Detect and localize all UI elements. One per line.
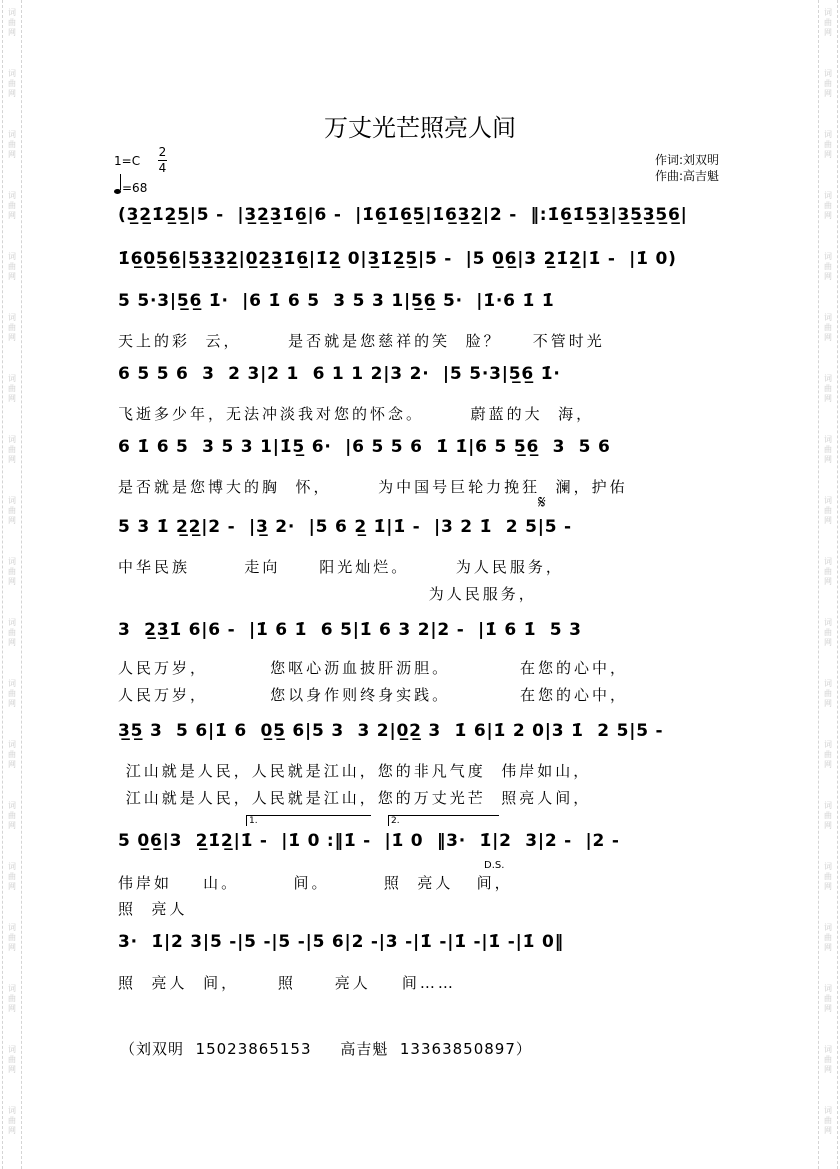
lyrics-line-7b: 人民万岁， 您以身作则终身实践。 在您的心中， xyxy=(118,686,629,704)
notation-line-8: 3̲5̲ 3 5 6|1̇ 6 0̲5̲ 6|5 3 3 2|0̲2̲ 3 1̇ 6|1̇ 2 0|3 1̇ 2 5|5 - xyxy=(118,721,664,741)
lyrics-line-7a: 人民万岁， 您呕心沥血披肝沥胆。 在您的心中， xyxy=(118,659,629,677)
credits xyxy=(655,152,719,184)
watermark-text: 词 曲 网 xyxy=(8,191,16,220)
watermark-text: 词 曲 网 xyxy=(8,130,16,159)
watermark-text: 词 曲 网 xyxy=(824,435,832,464)
watermark-text: 词 曲 网 xyxy=(8,557,16,586)
meter-bottom: 4 xyxy=(158,161,167,175)
watermark-text: 词 曲 网 xyxy=(824,984,832,1013)
watermark-text: 词 曲 网 xyxy=(824,679,832,708)
watermark-text: 词 曲 网 xyxy=(824,740,832,769)
contact-info: （刘双明 15023865153 高吉魁 13363850897） xyxy=(120,1040,532,1058)
lyrics-line-10: 照 亮人 间， 照 亮人 间…… xyxy=(118,974,456,992)
watermark-text: 词 曲 网 xyxy=(8,1045,16,1074)
watermark-text: 词 曲 网 xyxy=(824,1045,832,1074)
tempo-marking xyxy=(114,176,147,195)
lyrics-line-6a: 中华民族 走向 阳光灿烂。 为人民服务， xyxy=(118,558,564,576)
dal-segno-mark: D.S. xyxy=(484,860,505,871)
lyrics-line-5: 是否就是您博大的胸 怀， 为中国号巨轮力挽狂 澜，护佑 xyxy=(118,478,628,496)
watermark-text: 词 曲 网 xyxy=(824,313,832,342)
watermark-text: 词 曲 网 xyxy=(824,191,832,220)
watermark-text: 词 曲 网 xyxy=(8,740,16,769)
volta-1: 1. xyxy=(246,815,371,826)
page-title: 万丈光芒照亮人间 xyxy=(324,114,516,142)
watermark-text: 词 曲 网 xyxy=(824,618,832,647)
notation-line-7: 3 2̲3̲1̇ 6|6 - |1̇ 6 1̇ 6 5|1̇ 6 3 2|2 - |1̇ 6 1̇ 5 3 xyxy=(118,620,582,640)
watermark-text: 词 曲 网 xyxy=(824,130,832,159)
meter-top: 2 xyxy=(158,145,167,159)
watermark-text: 词 曲 网 xyxy=(8,8,16,37)
key-signature: 1=C xyxy=(114,154,141,168)
watermark-text: 词 曲 网 xyxy=(8,435,16,464)
notation-line-5: 6 1̇ 6 5 3 5 3 1|1̇5̲ 6· |6 5 5 6 1̇ 1̇|6 5 5̲6̲ 3 5 6 xyxy=(118,437,611,457)
lyrics-line-4: 飞逝多少年，无法冲淡我对您的怀念。 蔚蓝的大 海， xyxy=(118,405,595,423)
notation-line-10: 3· 1̇|2 3|5 -|5 -|5 -|5 6|2 -|3 -|1̇ -|1̇ -|1̇ -|1̇ 0‖ xyxy=(118,932,564,952)
lyricist-credit: 作词:刘双明 xyxy=(655,153,720,167)
notation-line-1: (3̲2̲1̇2̲5̲|5 - |3̲2̲3̲1̇6̲|6 - |1̇6̲1̇6̲5̲|1̇6̲3̲2̲|2 - ‖:1̇6̲1̇5̲3̲|3̲5̲3̲5̲6̲| xyxy=(118,205,688,225)
watermark-text: 词 曲 网 xyxy=(824,1106,832,1135)
tempo-value: =68 xyxy=(122,181,148,195)
watermark-text: 词 曲 网 xyxy=(824,923,832,952)
watermark-text: 词 曲 网 xyxy=(824,801,832,830)
watermark-text: 词 曲 网 xyxy=(824,69,832,98)
notation-line-2: 1̇6̲0̲5̲6̲|5̲3̲3̲2̲|0̲2̲3̲1̇6̲|1̇2̲ 0|3̲1̇2̲5̲|5 - |5 0̲6̲|3 2̲1̇2̲|1̇ - |1̇ 0) xyxy=(118,249,677,269)
watermark-text: 词 曲 网 xyxy=(8,374,16,403)
time-signature xyxy=(158,146,167,175)
watermark-text: 词 曲 网 xyxy=(8,618,16,647)
lyrics-line-9a: 伟岸如 山。 间。 照 亮人 间， xyxy=(118,874,513,892)
lyrics-line-8a: 江山就是人民，人民就是江山，您的非凡气度 伟岸如山， xyxy=(118,762,592,780)
watermark-text: 词 曲 网 xyxy=(824,862,832,891)
watermark-text: 词 曲 网 xyxy=(824,8,832,37)
lyrics-line-9b: 照 亮人 xyxy=(118,900,188,918)
watermark-text: 词 曲 网 xyxy=(8,984,16,1013)
note-stem-icon xyxy=(120,174,121,190)
lyrics-line-6b: 为人民服务， xyxy=(118,585,537,603)
watermark-text: 词 曲 网 xyxy=(8,679,16,708)
watermark-text: 词 曲 网 xyxy=(8,69,16,98)
notation-line-4: 6 5 5 6 3 2 3|2 1 6 1 1 2|3 2· |5 5·3|5̲6̲ 1̇· xyxy=(118,364,561,384)
notation-line-6: 5 3 1̇ 2̲2̲|2 - |3̲ 2· |5 6 2̲ 1̇|1̇ - |3 2 1̇ 2 5|5 - xyxy=(118,517,572,537)
segno-sign: 𝄋 xyxy=(538,492,546,513)
watermark-text: 词 曲 网 xyxy=(8,252,16,281)
watermark-text: 词 曲 网 xyxy=(8,801,16,830)
volta-2: 2. xyxy=(388,815,499,826)
lyrics-line-3: 天上的彩 云， 是否就是您慈祥的笑 脸？ 不管时光 xyxy=(118,332,605,350)
watermark-text: 词 曲 网 xyxy=(8,923,16,952)
watermark-text: 词 曲 网 xyxy=(824,496,832,525)
notation-line-9: 5 0̲6̲|3 2̲1̇2̲|1̇ - |1̇ 0 :‖1̇ - |1̇ 0 ‖3· 1̇|2 3|2 - |2 - xyxy=(118,831,620,851)
watermark-text: 词 曲 网 xyxy=(8,1106,16,1135)
watermark-text: 词 曲 网 xyxy=(8,313,16,342)
watermark-text: 词 曲 网 xyxy=(824,252,832,281)
composer-credit: 作曲:高吉魁 xyxy=(655,169,720,183)
notation-line-3: 5 5·3|5̲6̲ 1̇· |6 1̇ 6 5 3 5 3 1|5̲6̲ 5· |1̇·6 1̇ 1̇ xyxy=(118,291,555,311)
watermark-text: 词 曲 网 xyxy=(824,374,832,403)
watermark-text: 词 曲 网 xyxy=(824,557,832,586)
lyrics-line-8b: 江山就是人民，人民就是江山，您的万丈光芒 照亮人间， xyxy=(118,789,592,807)
watermark-text: 词 曲 网 xyxy=(8,862,16,891)
watermark-text: 词 曲 网 xyxy=(8,496,16,525)
